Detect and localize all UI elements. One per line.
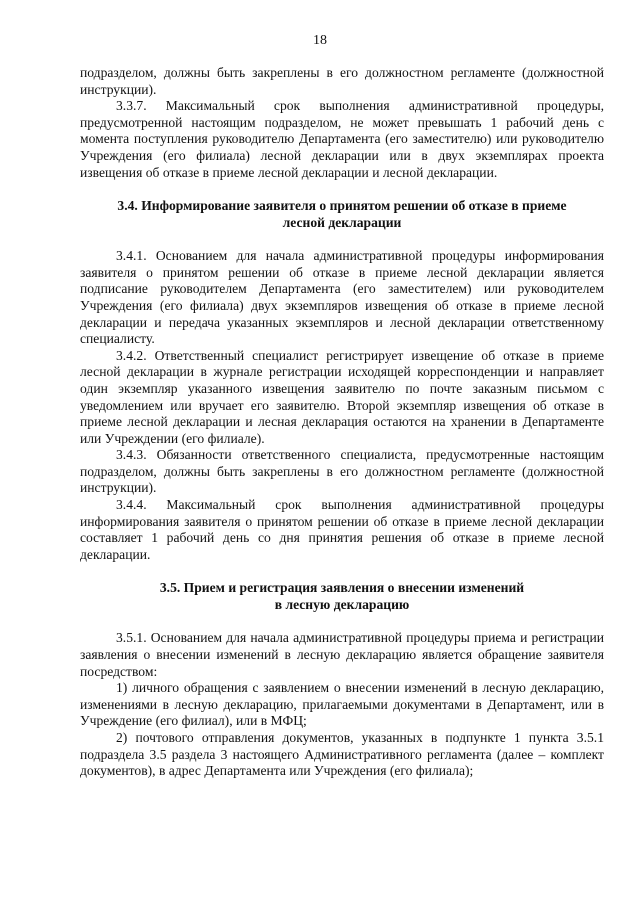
list-item-1: 1) личного обращения с заявлением о внесении изменений в лесную декларацию, изменениями в лесную декларацию, прилагаемыми документами в Департамент, или в Учреждение (его филиал), или в МФЦ; [80, 680, 604, 729]
paragraph-3-4-3: 3.4.3. Обязанности ответственного специалиста, предусмотренные настоящим подразделом, должны быть закреплены в его должностном регламенте (должностной инструкции). [80, 447, 604, 496]
paragraph-3-4-4: 3.4.4. Максимальный срок выполнения административной процедуры информирования заявителя о принятом решении об отказе в приеме лесной декларации составляет 1 рабочий день со дня принятия решения об отказе в приеме лесной декларации. [80, 497, 604, 562]
paragraph-3-4-1: 3.4.1. Основанием для начала административной процедуры информирования заявителя о принятом решении об отказе в приеме лесной декларации является подписание руководителем Департамента (его заместителем) или руководителем Учреждения (его филиала) двух экземпляров извещения об отказе в приеме лесной декларации и передача указанных экземпляров и лесной декларации ответственному специалисту. [80, 248, 604, 347]
section-heading-3-4-line2: лесной декларации [282, 215, 402, 231]
section-heading-3-5-line1: 3.5. Прием и регистрация заявления о внесении изменений [159, 580, 525, 596]
section-heading-3-5-line2: в лесную декларацию [274, 597, 410, 613]
paragraph-continuation: подразделом, должны быть закреплены в его должностном регламенте (должностной инструкции). [80, 65, 604, 97]
document-body [80, 65, 604, 780]
paragraph-3-3-7: 3.3.7. Максимальный срок выполнения административной процедуры, предусмотренной настоящим подразделом, не может превышать 1 рабочий день с момента поступления руководителю Департамента (его заместителю) или руководителю Учреждения (его филиала) лесной декларации или в двух экземплярах проекта извещения об отказе в приеме лесной декларации и лесной декларации. [80, 98, 604, 180]
paragraph-3-4-2: 3.4.2. Ответственный специалист регистрирует извещение об отказе в приеме лесной декларации в журнале регистрации исходящей корреспонденции и направляет один экземпляр указанного извещения заявителю по почте заказным письмом с уведомлением или вручает его заявителю. Второй экземпляр извещения об отказе в приеме лесной декларации и лесная декларация остаются на хранении в Департаменте или Учреждении (его филиале). [80, 347, 604, 446]
page-number: 18 [313, 33, 327, 48]
paragraph-3-5-1: 3.5.1. Основанием для начала административной процедуры приема и регистрации заявления о внесении изменений в лесную декларацию является обращение заявителя посредством: [80, 630, 604, 679]
section-heading-3-5 [80, 579, 604, 613]
section-heading-3-4 [80, 197, 604, 231]
section-heading-3-4-line1: 3.4. Информирование заявителя о принятом решении об отказе в приеме [117, 198, 567, 214]
list-item-2: 2) почтового отправления документов, указанных в подпункте 1 пункта 3.5.1 подраздела 3.5 раздела 3 настоящего Административного регламента (далее – комплект документов), в адрес Департамента или Учреждения (его филиала); [80, 730, 604, 779]
